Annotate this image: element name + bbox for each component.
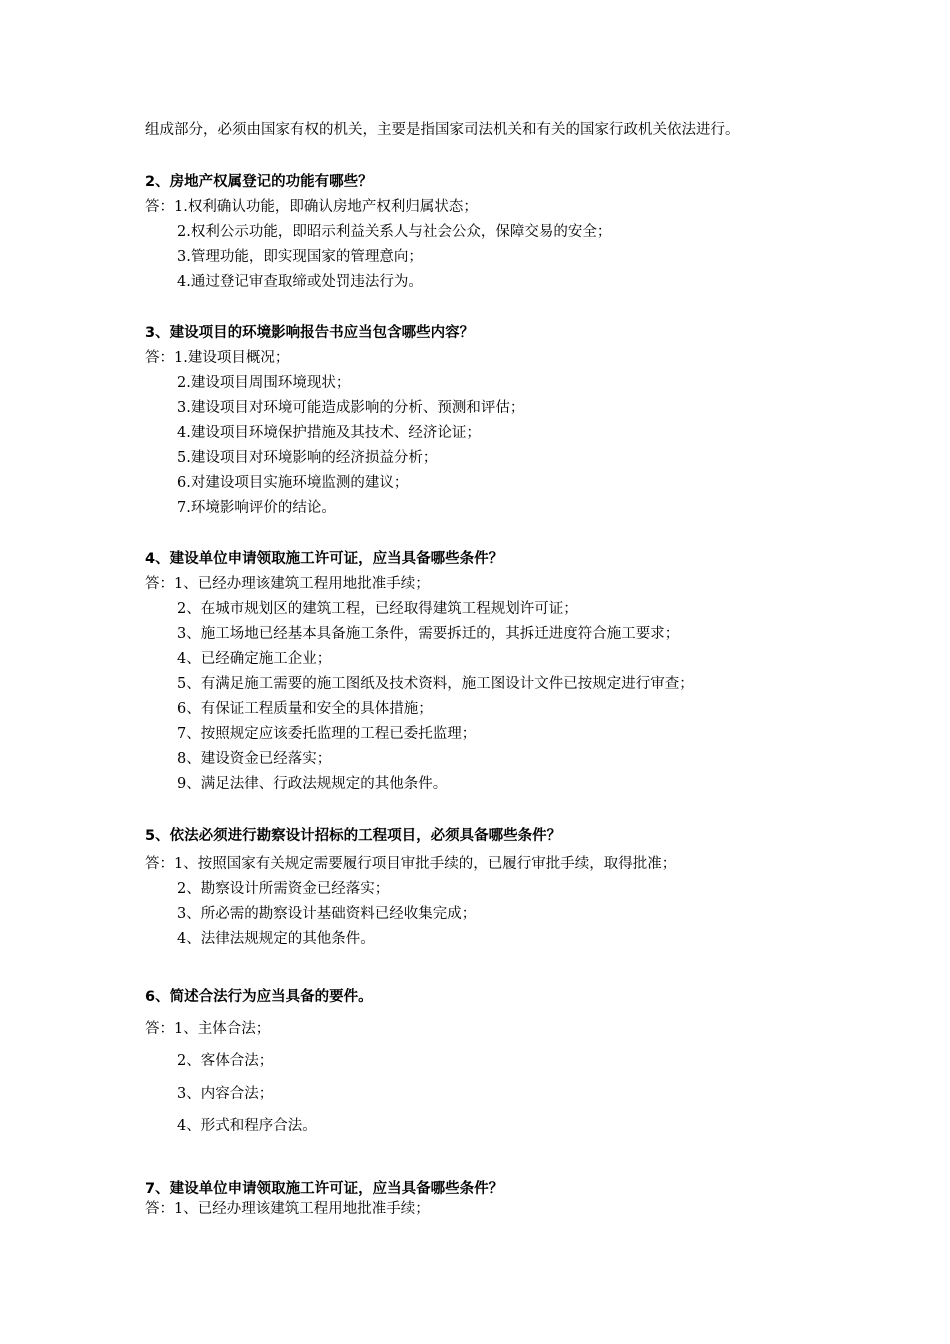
answer-item: 2.建设项目周围环境现状； [177,375,351,391]
question-heading: 4、建设单位申请领取施工许可证，应当具备哪些条件？ [145,551,504,567]
answer-item: 5.建设项目对环境影响的经济损益分析； [177,450,438,466]
answer-prefix: 答： [145,856,174,872]
answer-item: 6.对建设项目实施环境监测的建议； [177,475,409,491]
answer-item: 7.环境影响评价的结论。 [177,500,336,516]
answer-line [145,349,289,367]
answer-prefix: 答： [145,1201,174,1217]
answer-item: 2、客体合法； [177,1053,274,1069]
answer-item: 4、法律法规规定的其他条件。 [177,931,375,947]
answer-item: 8、建设资金已经落实； [177,751,332,767]
answer-prefix: 答： [145,1021,174,1037]
answer-line [145,575,430,593]
question-heading: 6、简述合法行为应当具备的要件。 [145,989,373,1005]
answer-prefix: 答： [145,576,174,592]
answer-item: 1、已经办理该建筑工程用地批准手续； [174,1201,430,1217]
question-heading: 7、建设单位申请领取施工许可证，应当具备哪些条件？ [145,1181,504,1197]
answer-item: 2、在城市规划区的建筑工程，已经取得建筑工程规划许可证； [177,601,578,617]
answer-item: 1.权利确认功能，即确认房地产权利归属状态； [174,199,478,215]
answer-item: 4.建设项目环境保护措施及其技术、经济论证； [177,425,481,441]
answer-item: 4.通过登记审查取缔或处罚违法行为。 [177,274,423,290]
answer-item: 5、有满足施工需要的施工图纸及技术资料，施工图设计文件已按规定进行审查； [177,676,694,692]
answer-item: 1.建设项目概况； [174,350,290,366]
question-heading: 2、房地产权属登记的功能有哪些？ [145,174,373,190]
answer-line [145,1020,270,1038]
answer-item: 9、满足法律、行政法规规定的其他条件。 [177,776,448,792]
answer-item: 6、有保证工程质量和安全的具体措施； [177,701,433,717]
answer-item: 7、按照规定应该委托监理的工程已委托监理； [177,726,477,742]
answer-item: 1、按照国家有关规定需要履行项目审批手续的，已履行审批手续，取得批准； [174,856,677,872]
answer-item: 4、形式和程序合法。 [177,1118,317,1134]
answer-item: 3.管理功能，即实现国家的管理意向； [177,249,423,265]
answer-item: 1、已经办理该建筑工程用地批准手续； [174,576,430,592]
answer-prefix: 答： [145,350,174,366]
answer-item: 3、施工场地已经基本具备施工条件，需要拆迁的，其拆迁进度符合施工要求； [177,626,680,642]
answer-item: 3.建设项目对环境可能造成影响的分析、预测和评估； [177,400,525,416]
answer-item: 3、内容合法； [177,1086,274,1102]
answer-line [145,198,478,216]
answer-item: 3、所必需的勘察设计基础资料已经收集完成； [177,906,477,922]
answer-line [145,1200,430,1218]
intro-text: 组成部分，必须由国家有权的机关，主要是指国家司法机关和有关的国家行政机关依法进行。 [145,122,740,138]
answer-item: 2.权利公示功能，即昭示利益关系人与社会公众，保障交易的安全； [177,224,612,240]
answer-item: 1、主体合法； [174,1021,271,1037]
question-heading: 3、建设项目的环境影响报告书应当包含哪些内容？ [145,325,475,341]
answer-item: 4、已经确定施工企业； [177,651,332,667]
answer-item: 2、勘察设计所需资金已经落实； [177,881,390,897]
answer-prefix: 答： [145,199,174,215]
question-heading: 5、依法必须进行勘察设计招标的工程项目，必须具备哪些条件？ [145,828,562,844]
answer-line [145,855,676,873]
